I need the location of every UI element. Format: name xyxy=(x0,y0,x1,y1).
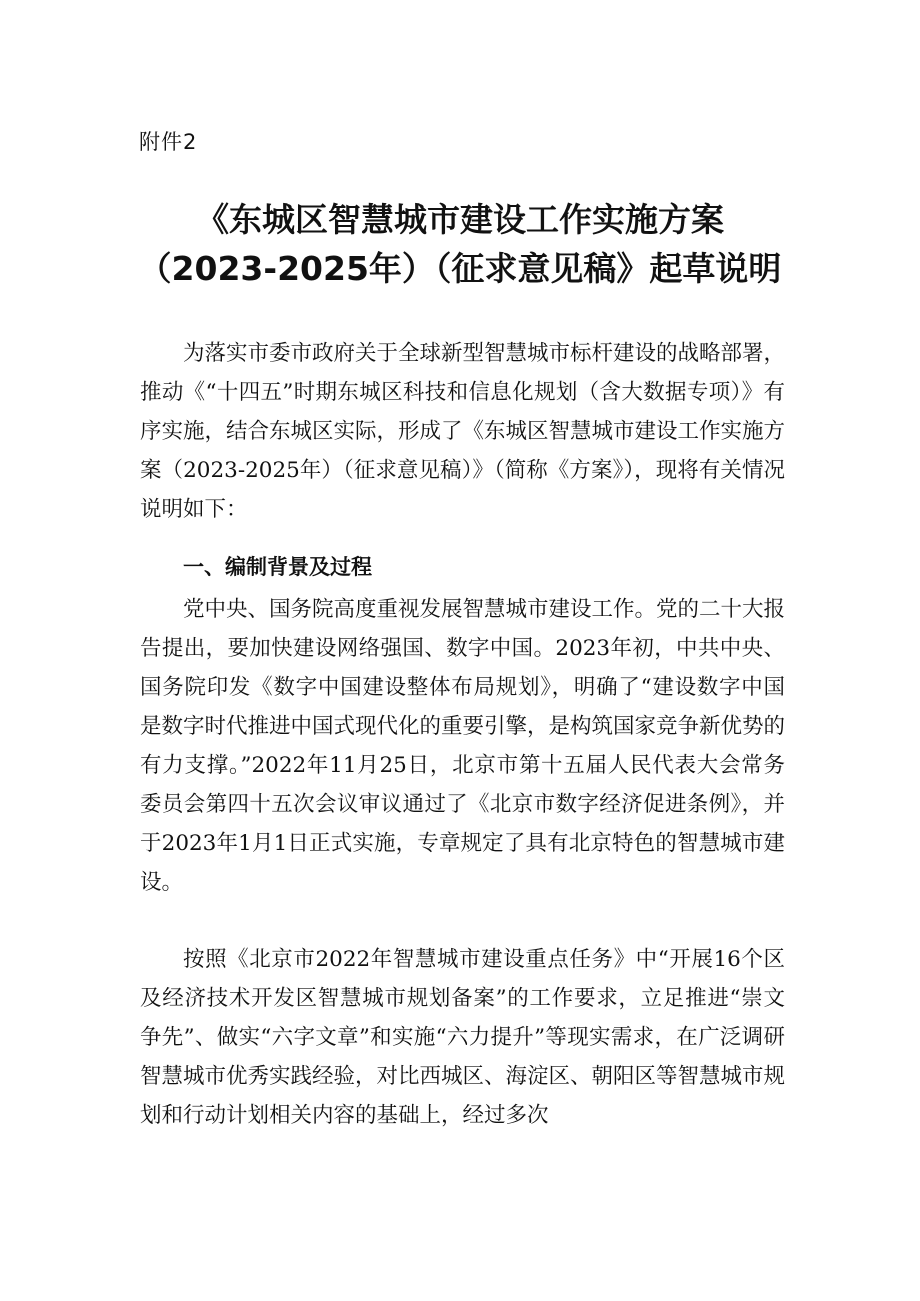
section-heading: 一、编制背景及过程 xyxy=(183,555,372,579)
document-title-line-2: （2023-2025年）（征求意见稿》起草说明 xyxy=(138,249,782,288)
document-title-line-1: 《东城区智慧城市建设工作实施方案 xyxy=(196,200,724,239)
attachment-label: 附件2 xyxy=(139,130,198,154)
body-paragraph: 按照《北京市2022年智慧城市建设重点任务》中“开展16个区及经济技术开发区智慧城市规划备案”的工作要求，立足推进“崇文争先”、做实“六字文章”和实施“六力提升”等现实需求，在广泛调研智慧城市优秀实践经验，对比西城区、海淀区、朝阳区等智慧城市规划和行动计划相关内容的基础上，经过多次 xyxy=(140,947,786,1128)
body-paragraph: 党中央、国务院高度重视发展智慧城市建设工作。党的二十大报告提出，要加快建设网络强国、数字中国。2023年初，中共中央、国务院印发《数字中国建设整体布局规划》，明确了“建设数字中国是数字时代推进中国式现代化的重要引擎，是构筑国家竞争新优势的有力支撑。”2022年11月25日，北京市第十五届人民代表大会常务委员会第四十五次会议审议通过了《北京市数字经济促进条例》，并于2023年1月1日正式实施，专章规定了具有北京特色的智慧城市建设。 xyxy=(140,597,786,895)
intro-paragraph: 为落实市委市政府关于全球新型智慧城市标杆建设的战略部署，推动《“十四五”时期东城区科技和信息化规划（含大数据专项）》有序实施，结合东城区实际，形成了《东城区智慧城市建设工作实施方案（2023-2025年）（征求意见稿）》（简称《方案》），现将有关情况说明如下： xyxy=(140,341,786,522)
